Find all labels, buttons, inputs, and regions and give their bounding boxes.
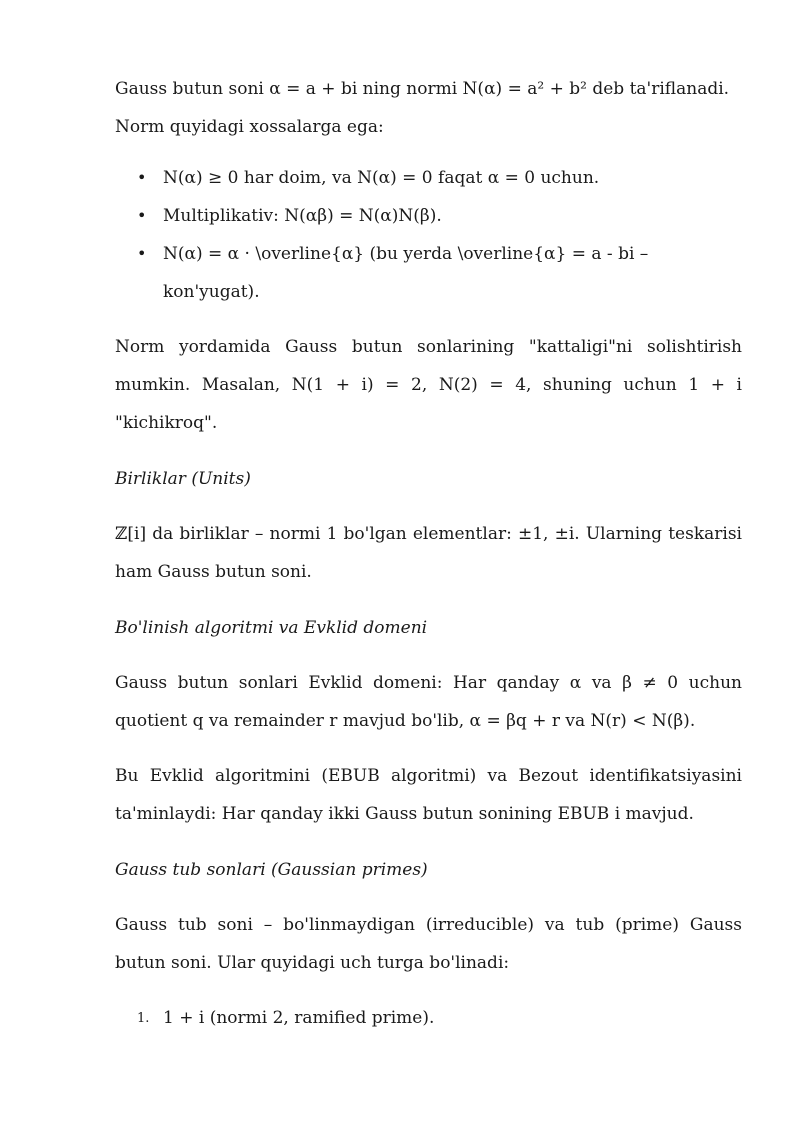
division-paragraph-2: Bu Evklid algoritmini (EBUB algoritmi) va Bezout identifikatsiyasini ta'minlaydi: Har qanday ikki Gauss butun sonining EBUB i mavjud. <box>115 766 742 824</box>
norm-properties-list <box>115 159 742 311</box>
units-paragraph: ℤ[i] da birliklar – normi 1 bo'lgan elementlar: ±1, ±i. Ularning teskarisi ham Gauss butun soni. <box>115 524 742 582</box>
bullet-icon: • <box>137 168 147 187</box>
document-page <box>115 70 742 1037</box>
primes-paragraph: Gauss tub soni – bo'linmaydigan (irreducible) va tub (prime) Gauss butun soni. Ular quyidagi uch turga bo'linadi: <box>115 915 742 973</box>
list-item-text: N(α) = α · \overline{α} (bu yerda \overline{α} = a - bi – kon'yugat). <box>163 244 649 302</box>
list-item-text: 1 + i (normi 2, ramified prime). <box>163 1008 435 1028</box>
division-paragraph-1: Gauss butun sonlari Evklid domeni: Har qanday α va β ≠ 0 uchun quotient q va remainder r mavjud bo'lib, α = βq + r va N(r) < N(β). <box>115 673 742 731</box>
list-item-text: Multiplikativ: N(αβ) = N(α)N(β). <box>163 206 442 226</box>
list-number: 1. <box>137 1011 150 1026</box>
units-heading: Birliklar (Units) <box>115 469 251 489</box>
bullet-icon: • <box>137 206 147 225</box>
list-item <box>115 999 742 1037</box>
intro-paragraph <box>115 70 742 146</box>
intro-line-1: Gauss butun soni α = a + bi ning normi N(α) = a² + b² deb ta'riflanadi. <box>115 79 730 99</box>
list-item <box>115 235 742 311</box>
division-heading: Bo'linish algoritmi va Evklid domeni <box>115 618 428 638</box>
intro-line-2: Norm quyidagi xossalarga ega: <box>115 117 384 137</box>
primes-heading: Gauss tub sonlari (Gaussian primes) <box>115 860 428 880</box>
list-item-text: N(α) ≥ 0 har doim, va N(α) = 0 faqat α = 0 uchun. <box>163 168 600 188</box>
norm-compare-paragraph: Norm yordamida Gauss butun sonlarining "kattaligi"ni solishtirish mumkin. Masalan, N(1 + i) = 2, N(2) = 4, shuning uchun 1 + i "kichikroq". <box>115 337 742 433</box>
list-item <box>115 197 742 235</box>
primes-types-list <box>115 999 742 1037</box>
list-item <box>115 159 742 197</box>
bullet-icon: • <box>137 244 147 263</box>
